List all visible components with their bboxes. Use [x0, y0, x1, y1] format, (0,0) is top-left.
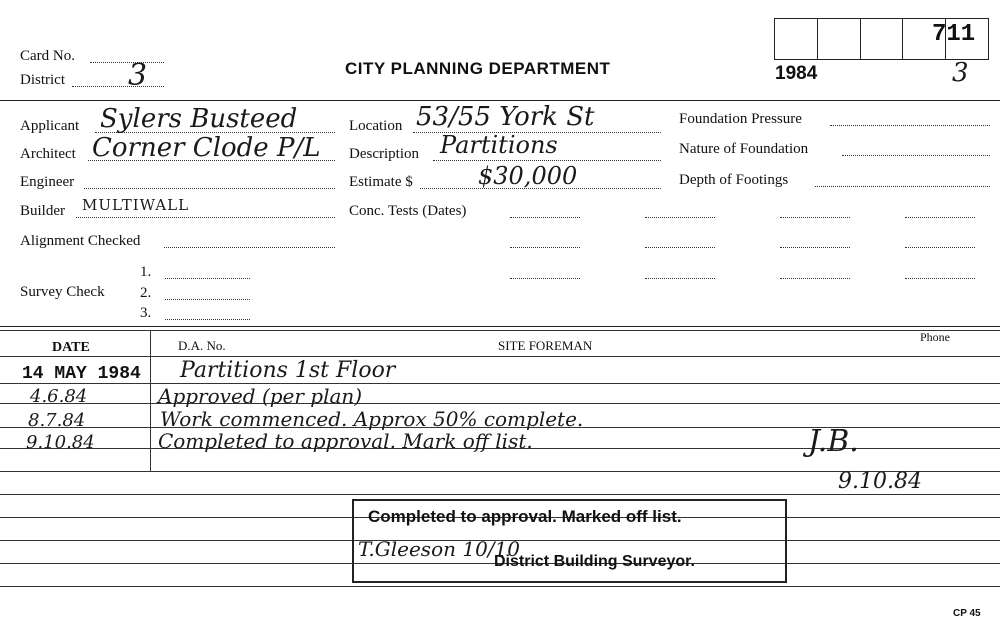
estimate-label: Estimate $	[349, 174, 413, 190]
phone-header: Phone	[920, 330, 950, 344]
conc-line-5	[510, 247, 580, 248]
depth-footings-line	[815, 186, 990, 187]
alignment-line	[164, 247, 335, 248]
conc-line-12	[905, 278, 975, 279]
table-row-entry-1: Partitions 1st Floor	[180, 358, 396, 383]
applicant-value: Sylers Busteed	[100, 104, 298, 134]
table-row-entry-4: Completed to approval. Mark off list.	[158, 429, 533, 453]
builder-value: MULTIWALL	[82, 196, 190, 214]
stamp-line-1: Completed to approval. Marked off list.	[368, 507, 682, 526]
survey-line-1	[165, 278, 250, 279]
table-row-entry-3: Work commenced. Approx 50% complete.	[160, 407, 584, 431]
conc-tests-label: Conc. Tests (Dates)	[349, 203, 467, 219]
nature-foundation-label: Nature of Foundation	[679, 141, 809, 157]
year: 1984	[775, 63, 818, 84]
conc-line-8	[905, 247, 975, 248]
survey-num-3: 3.	[140, 305, 152, 321]
engineer-label: Engineer	[20, 174, 75, 190]
district-line	[72, 86, 164, 87]
table-row-date-4: 9.10.84	[26, 432, 95, 453]
survey-num-1: 1.	[140, 264, 152, 280]
table-row-entry-2: Approved (per plan)	[158, 384, 363, 408]
survey-line-2	[165, 299, 250, 300]
footer-code: CP 45	[953, 608, 981, 619]
da-no-header: D.A. No.	[178, 338, 226, 353]
table-row-date-1: 14 MAY 1984	[22, 364, 141, 384]
stamp-initials: T.Gleeson 10/10	[358, 537, 520, 561]
stamp-line-2: District Building Surveyor.	[494, 553, 695, 570]
builder-label: Builder	[20, 203, 65, 219]
location-label: Location	[349, 118, 403, 134]
page-title: CITY PLANNING DEPARTMENT	[345, 59, 611, 78]
architect-label: Architect	[20, 146, 76, 162]
card-number: 711	[932, 21, 976, 48]
survey-label: Survey Check	[20, 284, 105, 300]
row-line-2	[0, 403, 1000, 404]
district-value: 3	[128, 58, 148, 93]
depth-footings-label: Depth of Footings	[679, 172, 789, 188]
table-row-date-2: 4.6.84	[30, 386, 88, 407]
card-no-line	[90, 62, 164, 63]
survey-num-2: 2.	[140, 285, 152, 301]
approval-stamp	[352, 499, 787, 583]
row-line-10	[0, 586, 1000, 587]
description-value: Partitions	[440, 131, 558, 159]
conc-line-4	[905, 217, 975, 218]
nature-foundation-line	[842, 155, 990, 156]
table-row-date-3: 8.7.84	[28, 410, 86, 431]
alignment-label: Alignment Checked	[20, 233, 141, 249]
conc-line-3	[780, 217, 850, 218]
signature: J.B.	[808, 424, 859, 459]
district-code: 3	[952, 58, 969, 88]
conc-line-11	[780, 278, 850, 279]
column-divider	[150, 330, 151, 472]
conc-line-6	[645, 247, 715, 248]
applicant-label: Applicant	[20, 118, 80, 134]
site-foreman-header: SITE FOREMAN	[498, 338, 593, 353]
date-header: DATE	[52, 340, 90, 355]
foundation-pressure-line	[830, 125, 990, 126]
conc-line-10	[645, 278, 715, 279]
conc-line-1	[510, 217, 580, 218]
location-value: 53/55 York St	[416, 102, 595, 132]
signature-date: 9.10.84	[838, 469, 922, 494]
conc-line-7	[780, 247, 850, 248]
row-line-1	[0, 383, 1000, 384]
row-line-6	[0, 494, 1000, 495]
conc-line-2	[645, 217, 715, 218]
district-label: District	[20, 72, 65, 88]
builder-line	[76, 217, 335, 218]
description-line	[433, 160, 661, 161]
table-top-line	[0, 326, 1000, 327]
foundation-pressure-label: Foundation Pressure	[679, 111, 802, 127]
architect-value: Corner Clode P/L	[92, 133, 321, 163]
description-label: Description	[349, 146, 419, 162]
survey-line-3	[165, 319, 250, 320]
header-divider	[0, 100, 1000, 101]
conc-line-9	[510, 278, 580, 279]
card-no-label: Card No.	[20, 48, 75, 64]
engineer-line	[84, 188, 335, 189]
estimate-value: $30,000	[478, 162, 578, 190]
